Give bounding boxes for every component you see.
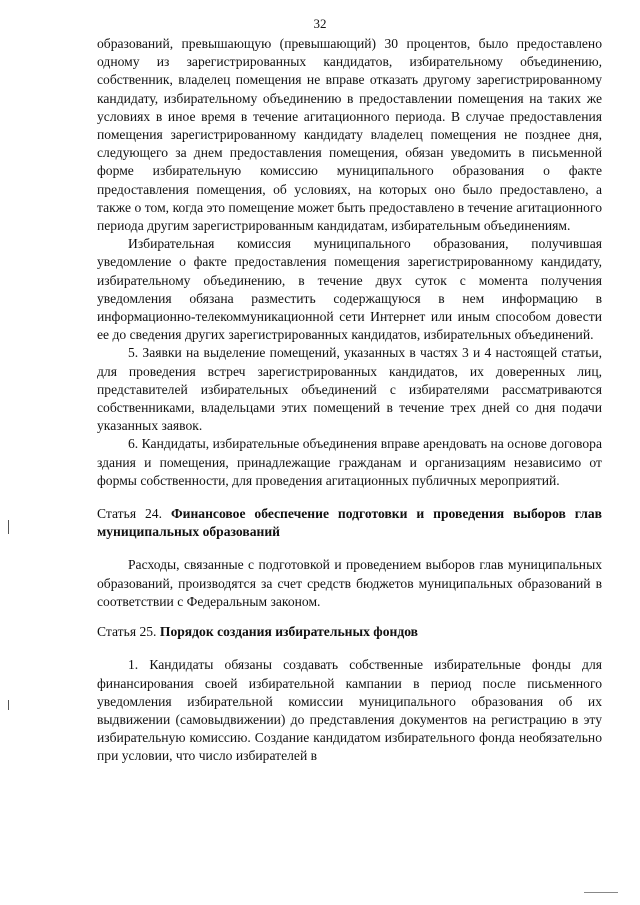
article-25-heading <box>97 623 602 641</box>
document-body <box>97 35 602 766</box>
article-25-title: Порядок создания избирательных фондов <box>159 624 419 640</box>
scan-mark <box>584 892 618 893</box>
article-24-title: Финансовое обеспечение подготовки и проведения выборов глав муниципальных образований <box>97 506 602 540</box>
paragraph-item-5: 5. Заявки на выделение помещений, указанных в частях 3 и 4 настоящей статьи, для проведения встреч зарегистрированных кандидатов, их доверенных лиц, представителей избирательных объединений с избирателями рассматриваются собственниками, владельцами этих помещений в течение трех дней со дня подачи указанных заявок. <box>97 345 602 434</box>
article-25-prefix: Статья 25. <box>97 624 157 640</box>
article-24-heading <box>97 505 602 541</box>
paragraph-item-1: 1. Кандидаты обязаны создавать собственные избирательные фонды для финансирования своей избирательной кампании в период после письменного уведомления избирательной комиссии муниципального образования об их выдвижении (самовыдвижении) до представления документов на регистрацию в эту избирательную комиссию. Создание кандидатом избирательного фонда необязательно при условии, что число избирателей в <box>97 657 602 764</box>
page-number: 32 <box>313 16 327 31</box>
scan-mark <box>8 700 9 710</box>
paragraph-commission-notice: Избирательная комиссия муниципального образования, получившая уведомление о факте предоставления помещения зарегистрированному кандидату, избирательному объединению, в течение двух суток с момента получения уведомления обязана разместить содержащуюся в нем информацию в информационно-телекоммуникационной сети Интернет или иным способом довести ее до сведения других зарегистрированных кандидатов, избирательных объединений. <box>97 236 602 343</box>
paragraph-expenses: Расходы, связанные с подготовкой и проведением выборов глав муниципальных образований, производятся за счет средств бюджетов муниципальных образований в соответствии с Федеральным законом. <box>97 557 602 609</box>
paragraph-item-6: 6. Кандидаты, избирательные объединения вправе арендовать на основе договора здания и помещения, принадлежащие гражданам и организациям независимо от формы собственности, для проведения агитационных публичных мероприятий. <box>97 436 602 488</box>
paragraph-continuation: образований, превышающую (превышающий) 30 процентов, было предоставлено одному из зарегистрированных кандидатов, избирательному объединению, собственник, владелец помещения не вправе отказать другому зарегистрированному кандидату, избирательному объединению в предоставлении помещения на таких же условиях в иное время в течение агитационного периода. В случае предоставления помещения зарегистрированному кандидату владелец помещения не позднее дня, следующего за днем предоставления помещения, обязан уведомить в письменной форме избирательную комиссию муниципального образования о факте предоставления помещения, об условиях, на которых оно было предоставлено, а также о том, когда это помещение может быть предоставлено в течение агитационного периода другим зарегистрированным кандидатам, избирательным объединениям. <box>97 36 602 234</box>
scan-mark <box>8 520 9 534</box>
article-24-prefix: Статья 24. <box>97 506 162 522</box>
